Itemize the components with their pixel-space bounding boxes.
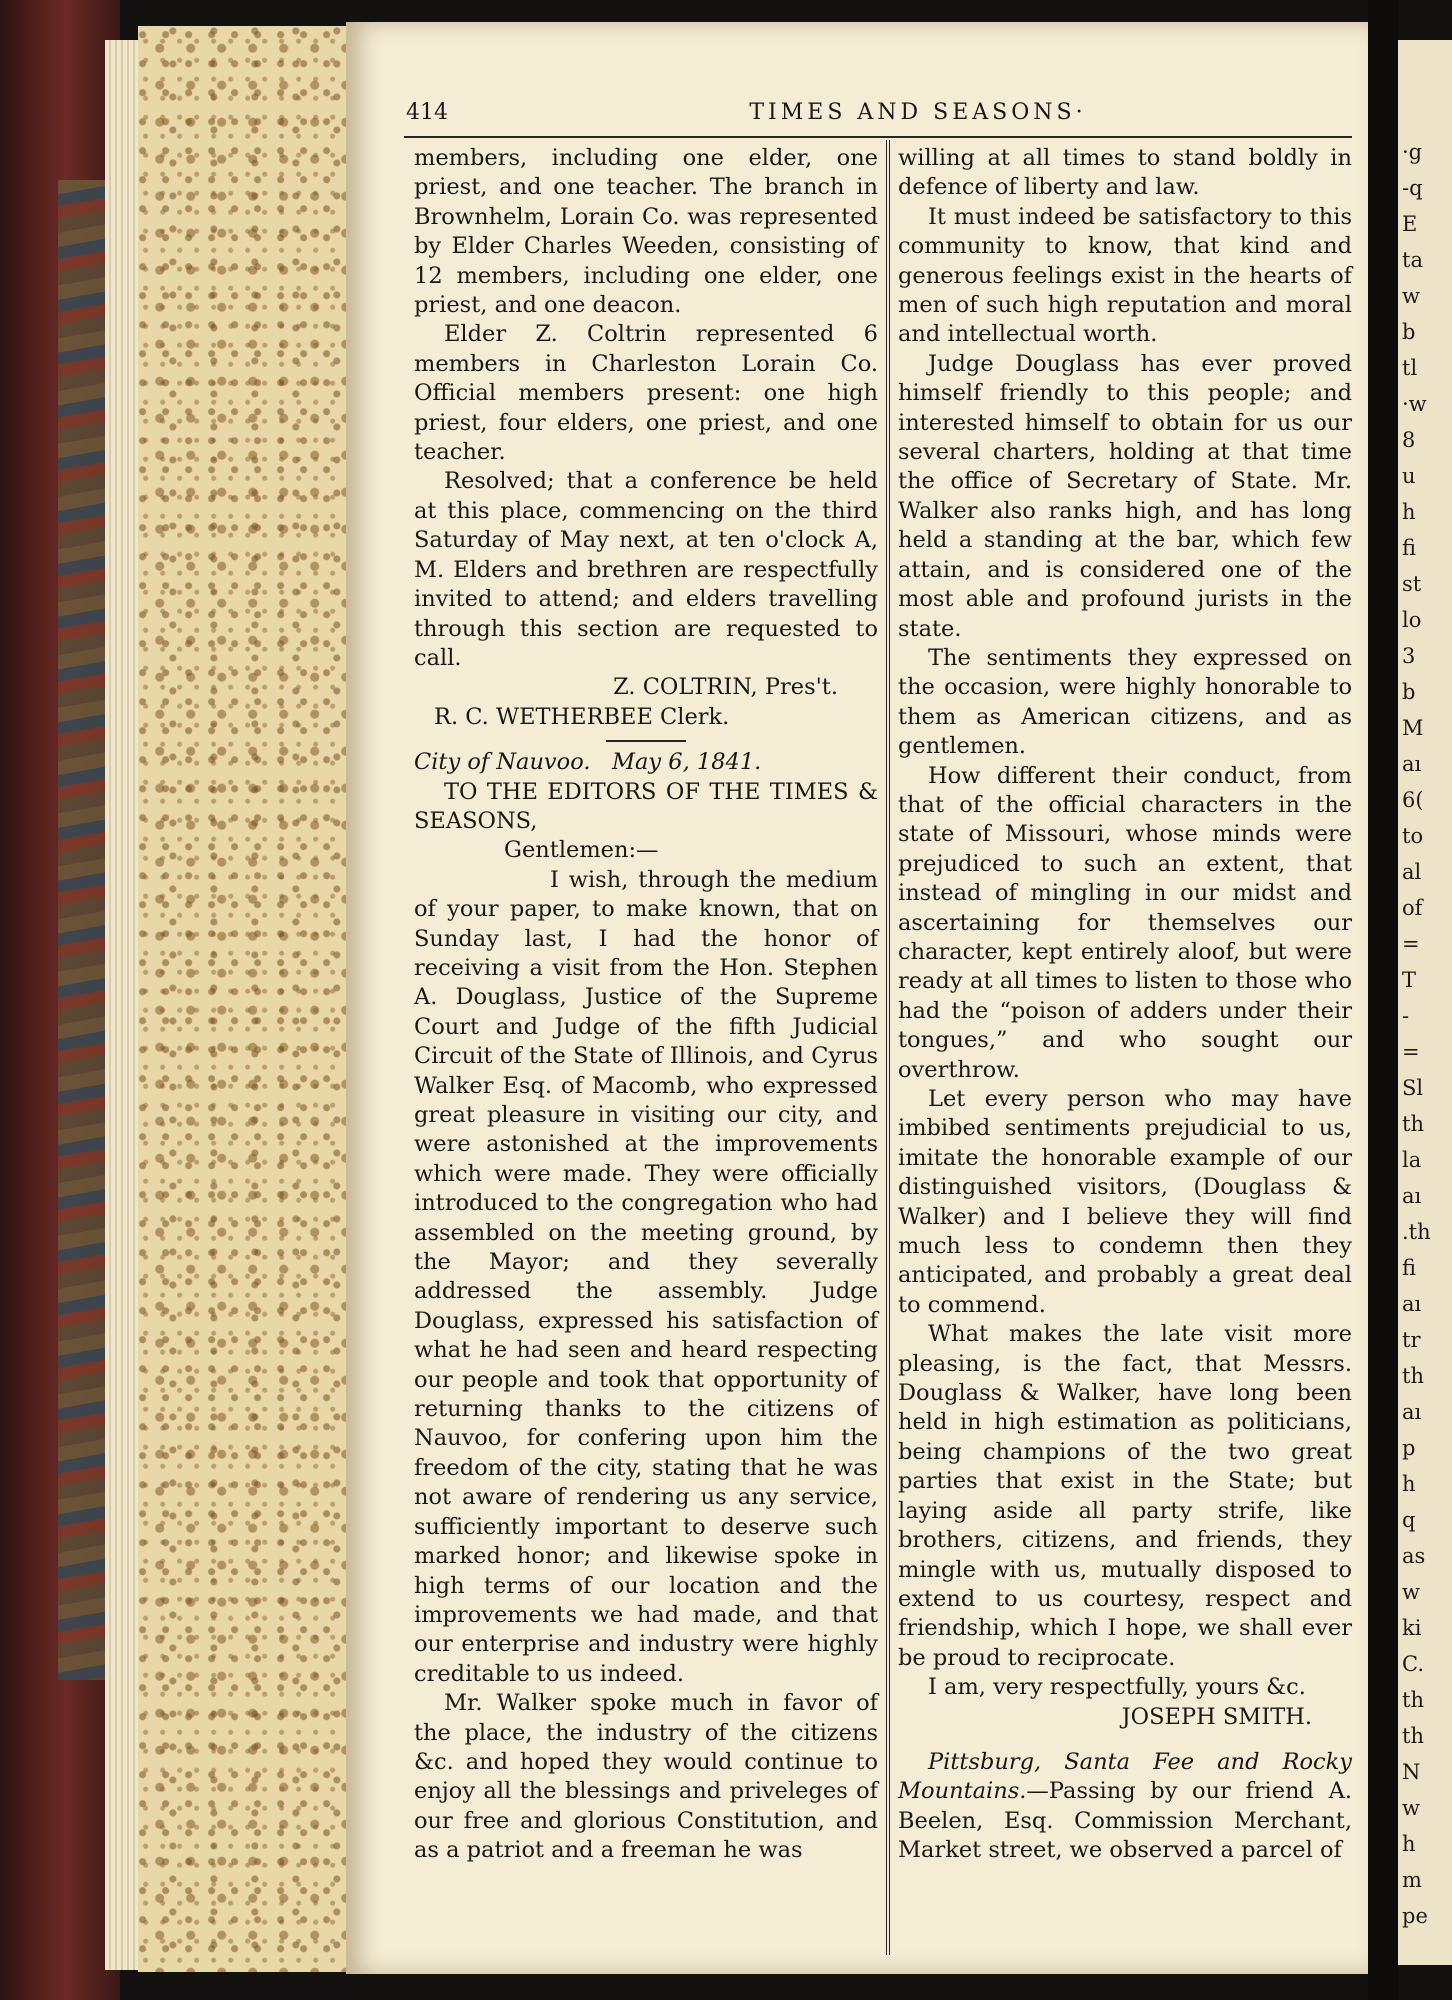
facing-page-text-fragment: = [1402,1040,1420,1064]
facing-page-text-fragment: ta [1402,248,1423,272]
dateline-date: May 6, 1841. [611,749,762,776]
letter-address: TO THE EDITORS OF THE TIMES & SEASONS, [414,778,878,834]
facing-page-text-fragment: th [1402,1724,1424,1748]
facing-page-text-fragment: lo [1402,608,1422,632]
facing-page-text-fragment: m [1402,1868,1422,1892]
facing-page-text-fragment: h [1402,1832,1416,1856]
facing-page-text-fragment: w [1402,1580,1420,1604]
facing-page-text-fragment: T [1402,968,1417,992]
news-item-text: —Passing by our friend A. Beelen, Esq. Commission Merchant, Market street, we observed a parcel of [898,1778,1352,1864]
facing-page-fragment [1398,40,1452,1965]
facing-page-text-fragment: to [1402,824,1424,848]
facing-page-text-fragment: th [1402,1688,1424,1712]
spacer [898,1732,1352,1748]
signature-president: Z. COLTRIN, Pres't. [613,674,838,701]
paragraph: I wish, through the medium of your paper, to make known, that on Sunday last, I had the honor of receiving a visit from the Hon. Stephen A. Douglass, Justice of the Supreme Court and Judge of the fifth Judicial Circuit of the State of Illinois, and Cyrus Walker Esq. of Macomb, who expressed great pleasure in visiting our city, and were astonished at the improvements which were made. They were officially introduced to the congregation who had assembled on the meeting ground, by the Mayor; and they severally addressed the assembly. Judge Douglass, expressed his satisfaction of what he had seen and heard respecting our people and took that opportunity of returning thanks to the citizens of Nauvoo, for confering upon him the freedom of the city, stating that he was not aware of rendering us any service, sufficiently important to deserve such marked honor; and likewise spoke in high terms of our location and the improvements we had made, and that our enterprise and industry were highly creditable to us indeed. [414,866,878,1687]
facing-page-text-fragment: ·g [1402,140,1423,164]
paragraph: Let every person who may have imbibed sentiments prejudicial to us, imitate the honorable example of our distinguished visitors, (Douglass & Walker) and I believe they will find much less to condemn then they anticipated, and probably a great deal to commend. [898,1086,1352,1318]
facing-page-text-fragment: q [1402,1508,1416,1532]
news-item-heading: Pittsburg, Santa Fee and Rocky Mountains. [898,1748,1352,1805]
facing-page-text-fragment: w [1402,284,1420,308]
page-edges [105,40,141,1970]
foxed-page-margin [138,26,348,1972]
header-rule [404,136,1352,138]
facing-page-text-fragment: - [1402,1004,1410,1028]
paragraph: The sentiments they expressed on the occasion, were highly honorable to them as American citizens, and as gentlemen. [898,644,1352,760]
facing-page-text-fragment: ki [1402,1616,1422,1640]
page-number: 414 [406,100,448,125]
facing-page-text-fragment: M [1402,716,1424,740]
facing-page-text-fragment: tr [1402,1328,1421,1352]
facing-page-text-fragment: E [1402,212,1418,236]
section-rule [606,740,686,742]
facing-page-text-fragment: b [1402,320,1416,344]
paragraph: Mr. Walker spoke much in favor of the place, the industry of the citizens &c. and hoped they would continue to enjoy all the blessings and priveleges of our free and glorious Constitution, and as a patriot and a freeman he was [414,1690,878,1864]
paragraph: Judge Douglass has ever proved himself friendly to this people; and interested himself to obtain for us our several charters, holding at that time the office of Secretary of State. Mr. Walker also ranks high, and has long held a standing at the bar, which few attain, and is considered one of the most able and profound jurists in the state. [898,350,1352,642]
facing-page-text-fragment: of [1402,896,1423,920]
facing-page-text-fragment: as [1402,1544,1426,1568]
paragraph: It must indeed be satisfactory to this community to know, that kind and generous feelings exist in the hearts of men of such high reputation and moral and intellectual worth. [898,203,1352,348]
facing-page-text-fragment: Sl [1402,1076,1424,1100]
facing-page-text-fragment: st [1402,572,1422,596]
facing-page-text-fragment: aı [1402,752,1422,776]
facing-page-text-fragment: la [1402,1148,1422,1172]
book-binding [0,0,120,2000]
letter-signature: JOSEPH SMITH. [1121,1703,1312,1730]
letter-closing: I am, very respectfully, yours &c. [928,1674,1306,1701]
signature-clerk: R. C. WETHERBEE Clerk. [434,703,730,730]
column-divider [886,140,890,1955]
facing-page-text-fragment: tl [1402,356,1418,380]
facing-page-text-fragment: N [1402,1760,1421,1784]
facing-page-text-fragment: = [1402,932,1420,956]
facing-page-text-fragment: al [1402,860,1422,884]
dateline-place: City of Nauvoo. [414,749,591,776]
facing-page-text-fragment: 6( [1402,788,1424,812]
facing-page-text-fragment: aı [1402,1292,1422,1316]
facing-page-text-fragment: 8 [1402,428,1416,452]
facing-page-text-fragment: 3 [1402,644,1416,668]
facing-page-text-fragment: -q [1402,176,1423,200]
facing-page-text-fragment: b [1402,680,1416,704]
facing-page-text-fragment: ·w [1402,392,1427,416]
facing-page-text-fragment: aı [1402,1400,1422,1424]
right-column [898,144,1352,1866]
facing-page-text-fragment: th [1402,1364,1424,1388]
facing-page-text-fragment: C. [1402,1652,1424,1676]
facing-page-text-fragment: th [1402,1112,1424,1136]
letter-dateline [414,748,878,777]
letter-salutation: Gentlemen:— [504,837,659,864]
paragraph: Resolved; that a conference be held at this place, commencing on the third Saturday of May next, at ten o'clock A, M. Elders and brethren are respectfully invited to attend; and elders travelling through this section are requested to call. [414,468,878,671]
facing-page-text-fragment: fi [1402,536,1417,560]
facing-page-text-fragment: aı [1402,1184,1422,1208]
paragraph: How different their conduct, from that of the official characters in the state of Missouri, whose minds were prejudiced to such an extent, that instead of mingling in our midst and ascertaining for themselves our character, kept entirely aloof, but were ready at all times to listen to those who had the “poison of adders under their tongues,” and who sought our overthrow. [898,762,1352,1083]
facing-page-text-fragment: h [1402,1472,1416,1496]
news-item [898,1748,1352,1866]
facing-page-text-fragment: w [1402,1796,1420,1820]
paragraph: What makes the late visit more pleasing, is the fact, that Messrs. Douglass & Walker, have long been held in high estimation as politicians, being champions of the two great parties that exist in the State; but laying aside all party strife, like brothers, citizens, and friends, they mingle with us, mutually disposed to extend to us courtesy, respect and friendship, which I hope, we shall ever be proud to reciprocate. [898,1321,1352,1671]
running-header [404,100,1352,132]
facing-page-text-fragment: .th [1402,1220,1431,1244]
facing-page-text-fragment: pe [1402,1904,1428,1928]
facing-page-text-fragment: p [1402,1436,1416,1460]
paragraph: Elder Z. Coltrin represented 6 members in Charleston Lorain Co. Official members present: one high priest, four elders, one priest, and one teacher. [414,321,878,466]
facing-page-text-fragment: h [1402,500,1416,524]
book-gutter [1368,0,1398,2000]
left-column [414,144,878,1866]
journal-title: TIMES AND SEASONS· [749,100,1087,125]
paragraph: members, including one elder, one priest, and one teacher. The branch in Brownhelm, Lorain Co. was represented by Elder Charles Weeden, consisting of 12 members, including one elder, one priest, and one deacon. [414,145,878,319]
facing-page-text-fragment: u [1402,464,1416,488]
paragraph: willing at all times to stand boldly in defence of liberty and law. [898,145,1352,201]
facing-page-text-fragment: fi [1402,1256,1417,1280]
